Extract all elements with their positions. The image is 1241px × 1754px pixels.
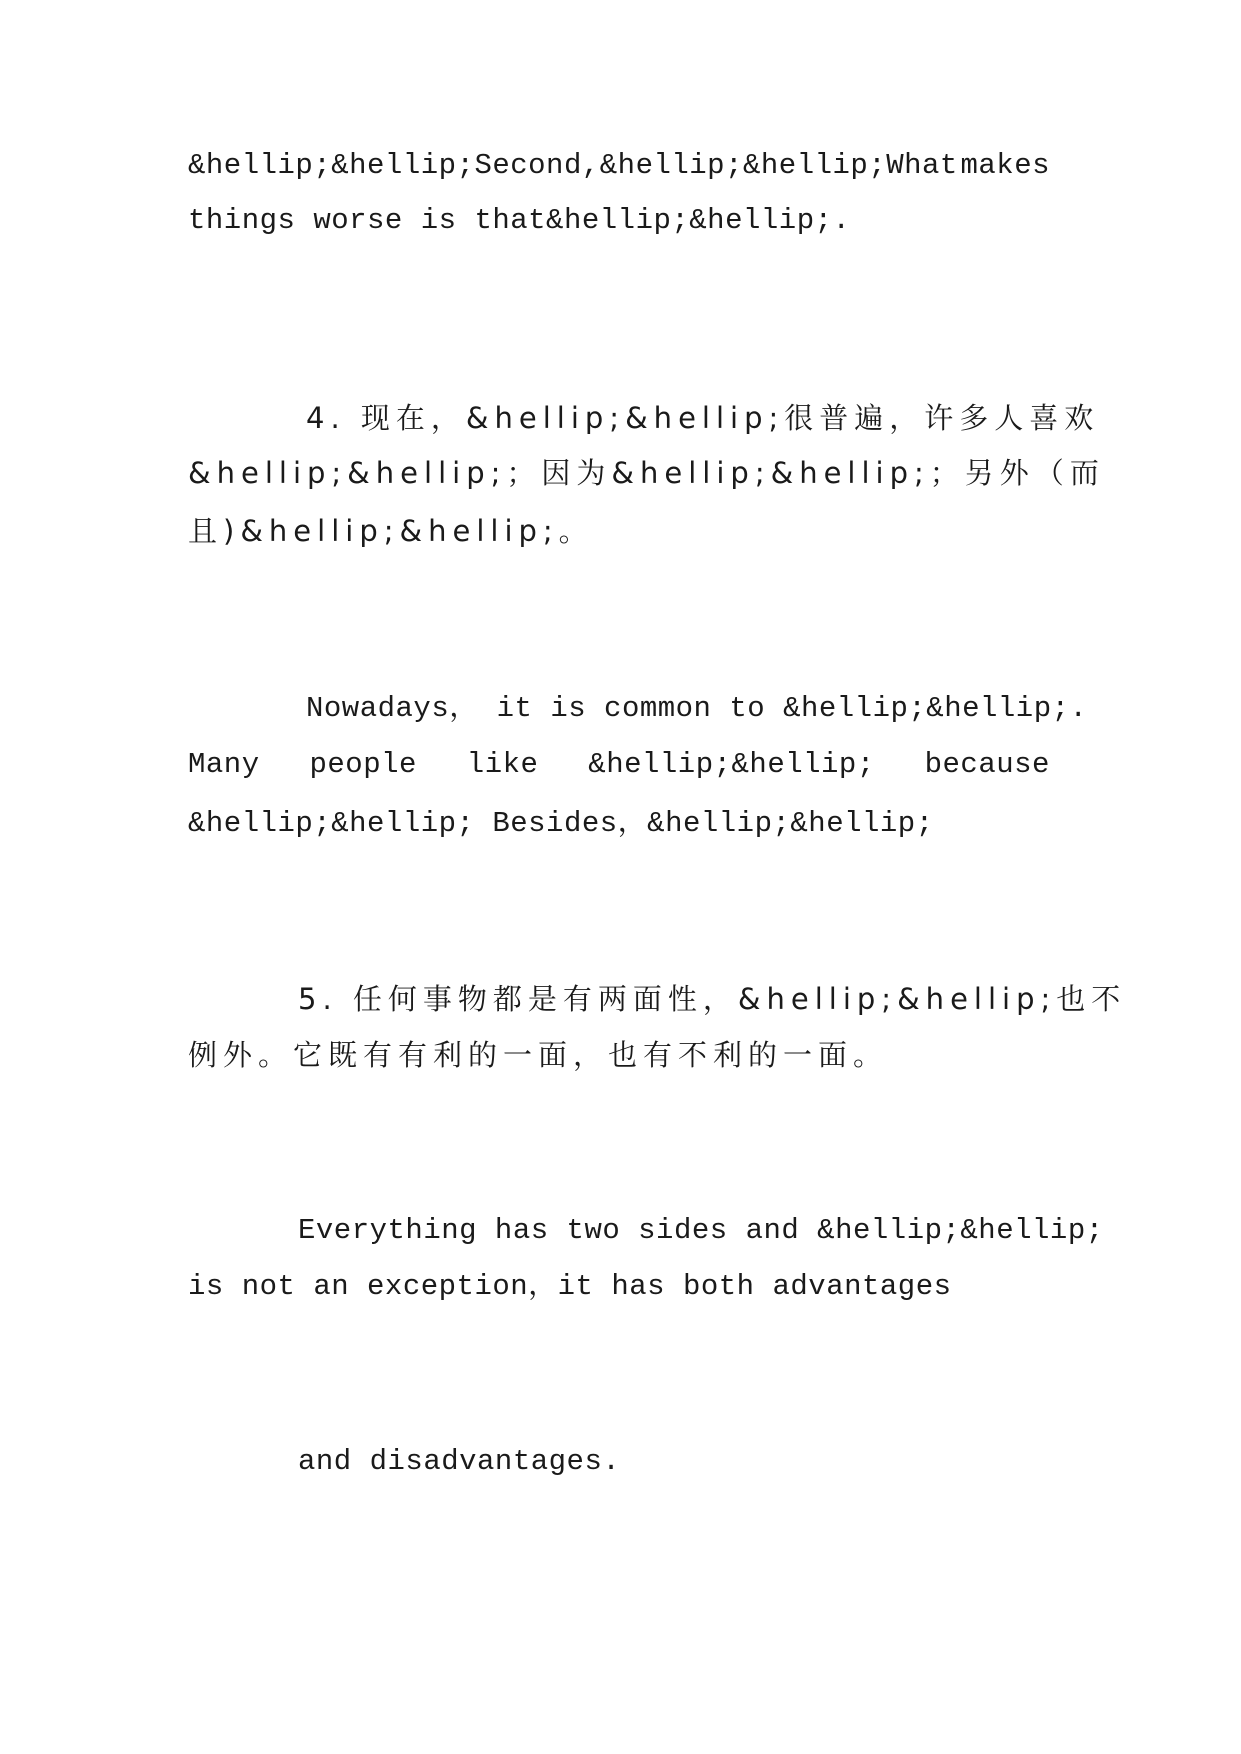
- para4-cn-line2-word: 而: [1069, 456, 1105, 490]
- para5-en-line1: Everything has two sides and &hellip;&hellip;: [298, 1214, 1104, 1247]
- para4-en-line2-word: Many: [188, 748, 260, 781]
- para4-en-line2-word: like: [466, 748, 539, 781]
- para4-cn-line2-word: 因: [541, 456, 577, 490]
- para4-cn-line2-word: 为: [576, 456, 612, 490]
- para3-line1-word: &hellip;&hellip;Second,&hellip;&hellip;What: [188, 149, 958, 182]
- para5-en-line2: is not an exception，it has both advantages: [188, 1270, 952, 1303]
- para4-en-line2-word: people: [309, 748, 417, 781]
- para5-cn-line1: 5. 任何事物都是有两面性，&hellip;&hellip;也不: [298, 982, 1127, 1016]
- para4-en-line2: [188, 736, 1050, 794]
- para5-en-line3: and disadvantages.: [298, 1445, 621, 1478]
- para4-en-line2-word: &hellip;&hellip;: [588, 748, 875, 781]
- para5-cn-line2: 例外。它既有有利的一面，也有不利的一面。: [188, 1038, 889, 1072]
- para4-cn-line2: [188, 444, 1105, 502]
- para4-cn-line2-word: 另: [964, 456, 1000, 490]
- para4-en-line1: Nowadays， it is common to &hellip;&hellip;.: [306, 692, 1088, 725]
- para4-en-line3: &hellip;&hellip; Besides，&hellip;&hellip;: [188, 807, 934, 840]
- para3-line2: things worse is that&hellip;&hellip;.: [188, 204, 851, 237]
- para4-en-line2-word: because: [924, 748, 1050, 781]
- para3-line1: [188, 137, 1050, 195]
- para3-line1-word: makes: [960, 149, 1050, 182]
- para4-cn-line2-word: &hellip;&hellip;；: [611, 456, 965, 490]
- para4-cn-line2-word: &hellip;&hellip;；: [188, 456, 542, 490]
- para4-cn-line2-word: 外（: [999, 456, 1070, 490]
- para4-cn-line1: 4. 现在，&hellip;&hellip;很普遍，许多人喜欢: [306, 401, 1100, 435]
- para4-cn-line3: 且)&hellip;&hellip;。: [188, 514, 594, 548]
